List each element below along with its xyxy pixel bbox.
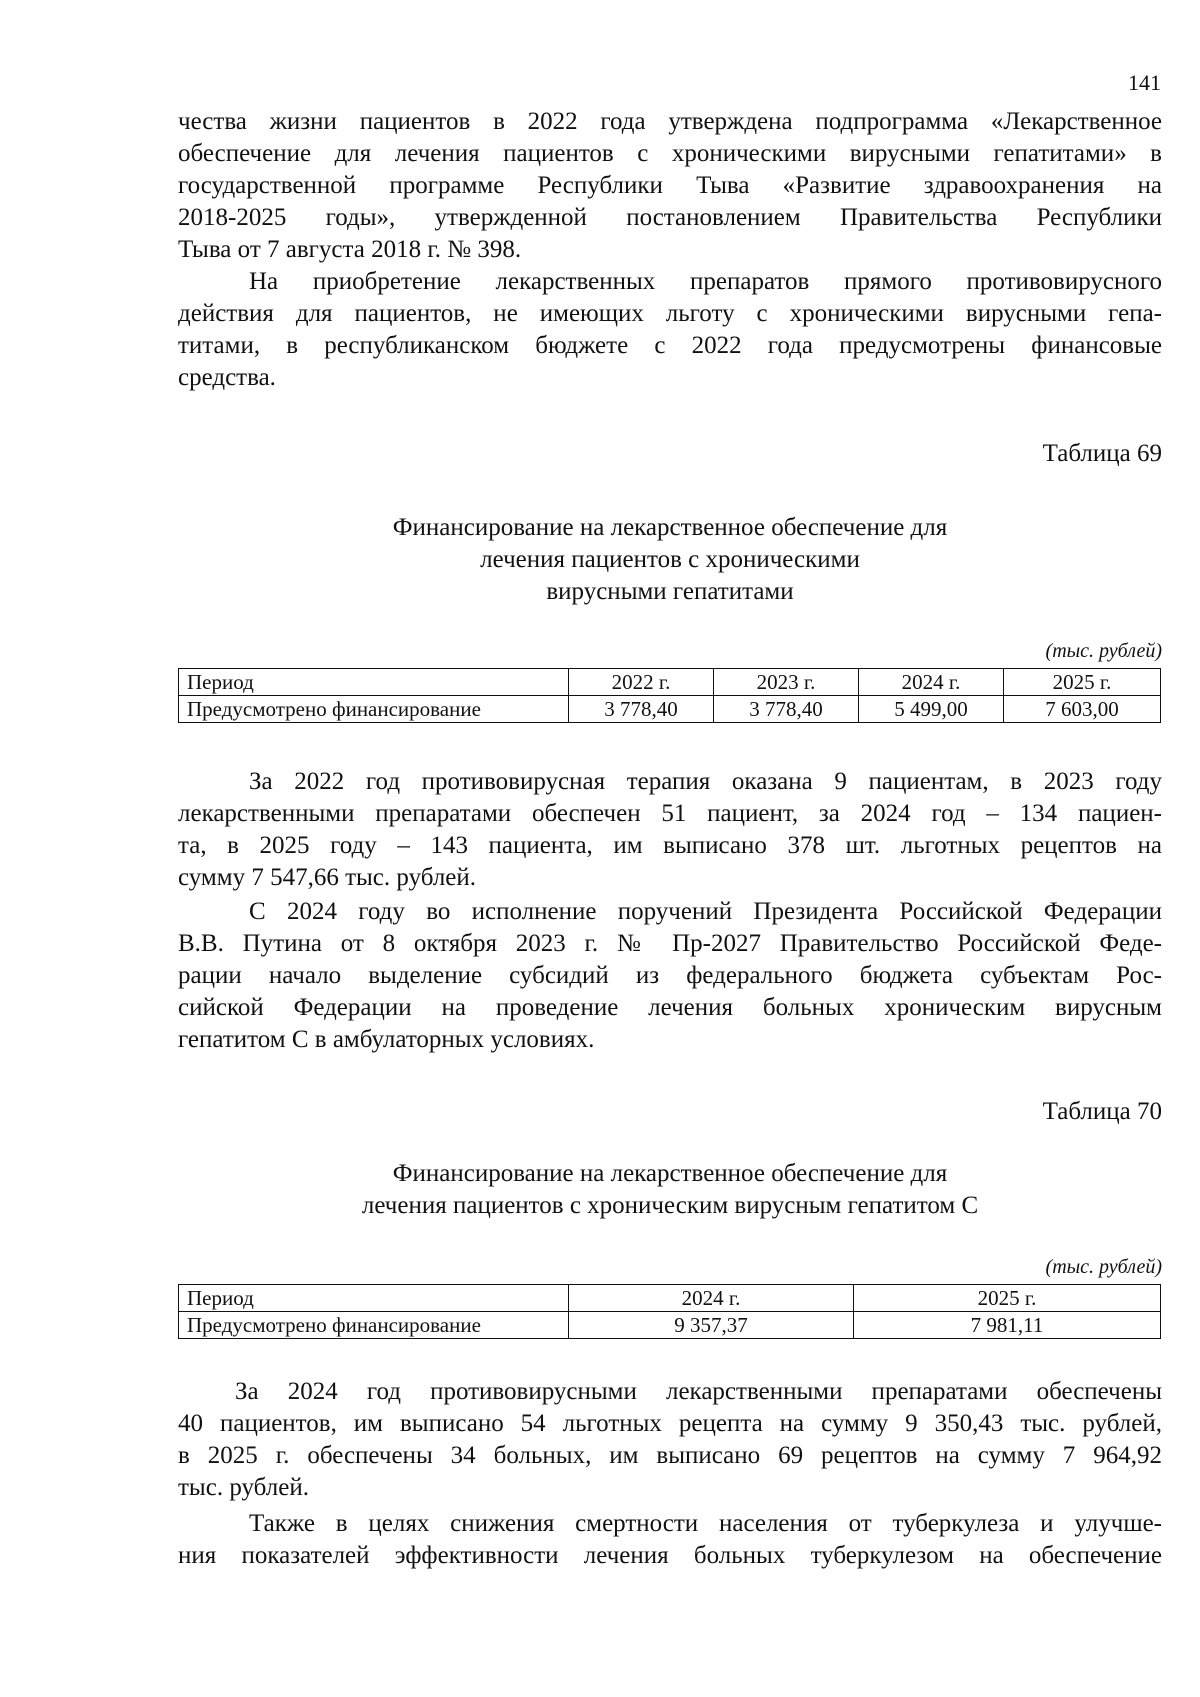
table-cell: 9 357,37 (569, 1312, 854, 1339)
table-title-line: лечения пациентов с хроническим вирусным гепатитом С (361, 1192, 979, 1219)
text-line: средства. (178, 364, 276, 391)
table-cell: 2024 г. (569, 1285, 854, 1312)
text-line: В.В. Путина от 8 октября 2023 г. № Пр-2027 Правительство Российской Феде- (178, 930, 1162, 957)
table-cell: Период (179, 669, 569, 696)
text-line: На приобретение лекарственных препаратов прямого противовирусного (249, 268, 1162, 295)
paragraph-1 (178, 106, 1162, 266)
paragraph-4 (178, 896, 1162, 1056)
table-70 (178, 1284, 1161, 1339)
text-line: та, в 2025 году – 143 пациента, им выписано 378 шт. льготных рецептов на (178, 832, 1162, 859)
table-cell: 3 778,40 (714, 696, 859, 723)
table-cell: Предусмотрено финансирование (179, 1312, 569, 1339)
paragraph-6 (178, 1508, 1162, 1572)
table-cell: 3 778,40 (569, 696, 714, 723)
table-cell: Период (179, 1285, 569, 1312)
text-line: сийской Федерации на проведение лечения больных хроническим вирусным (178, 994, 1162, 1021)
text-line: государственной программе Республики Тыва «Развитие здравоохранения на (178, 172, 1162, 199)
table-row (179, 696, 1161, 723)
table-70-title (178, 1158, 1162, 1222)
text-line: действия для пациентов, не имеющих льготу с хроническими вирусными гепа- (178, 300, 1162, 327)
table-header-row (179, 1285, 1161, 1312)
text-line: Также в целях снижения смертности населения от туберкулеза и улучше- (249, 1510, 1162, 1537)
table-cell: Предусмотрено финансирование (179, 696, 569, 723)
table-cell: 7 981,11 (854, 1312, 1161, 1339)
table-cell: 2024 г. (859, 669, 1004, 696)
table-69 (178, 668, 1161, 723)
paragraph-3 (178, 766, 1162, 894)
text-line: сумму 7 547,66 тыс. рублей. (178, 864, 477, 891)
text-line: С 2024 году во исполнение поручений Президента Российской Федерации (249, 898, 1162, 925)
text-line: За 2022 год противовирусная терапия оказана 9 пациентам, в 2023 году (249, 768, 1162, 795)
text-line: гепатитом С в амбулаторных условиях. (178, 1026, 595, 1053)
table-69-title (178, 512, 1162, 608)
text-line: рации начало выделение субсидий из федерального бюджета субъектам Рос- (178, 962, 1162, 989)
paragraph-5 (178, 1376, 1162, 1504)
text-line: Тыва от 7 августа 2018 г. № 398. (178, 236, 522, 263)
table-69-unit: (тыс. рублей) (1045, 640, 1162, 662)
text-line: лекарственными препаратами обеспечен 51 пациент, за 2024 год – 134 пациен- (178, 800, 1162, 827)
table-title-line: Финансирование на лекарственное обеспечение для (392, 1160, 948, 1187)
text-line: в 2025 г. обеспечены 34 больных, им выписано 69 рецептов на сумму 7 964,92 (178, 1442, 1162, 1469)
table-title-line: вирусными гепатитами (546, 578, 794, 605)
text-line: 40 пациентов, им выписано 54 льготных рецепта на сумму 9 350,43 тыс. рублей, (178, 1410, 1162, 1437)
table-cell: 2023 г. (714, 669, 859, 696)
text-line: 2018-2025 годы», утвержденной постановлением Правительства Республики (178, 204, 1162, 231)
table-title-line: Финансирование на лекарственное обеспечение для (392, 514, 948, 541)
table-70-unit: (тыс. рублей) (1045, 1256, 1162, 1278)
text-line: тыс. рублей. (178, 1474, 309, 1501)
table-cell: 5 499,00 (859, 696, 1004, 723)
text-line: титами, в республиканском бюджете с 2022 года предусмотрены финансовые (178, 332, 1162, 359)
page-number: 141 (1128, 70, 1161, 95)
text-line: За 2024 год противовирусными лекарственными препаратами обеспечены (235, 1378, 1162, 1405)
text-line: чества жизни пациентов в 2022 года утверждена подпрограмма «Лекарственное (178, 108, 1162, 135)
table-70-label: Таблица 70 (1042, 1098, 1162, 1125)
text-line: ния показателей эффективности лечения больных туберкулезом на обеспечение (178, 1542, 1162, 1569)
table-cell: 2022 г. (569, 669, 714, 696)
table-header-row (179, 669, 1161, 696)
table-69-label: Таблица 69 (1042, 440, 1162, 467)
text-line: обеспечение для лечения пациентов с хроническими вирусными гепатитами» в (178, 140, 1162, 167)
table-cell: 2025 г. (854, 1285, 1161, 1312)
table-cell: 7 603,00 (1004, 696, 1161, 723)
table-cell: 2025 г. (1004, 669, 1161, 696)
table-row (179, 1312, 1161, 1339)
table-title-line: лечения пациентов с хроническими (480, 546, 860, 573)
paragraph-2 (178, 266, 1162, 394)
